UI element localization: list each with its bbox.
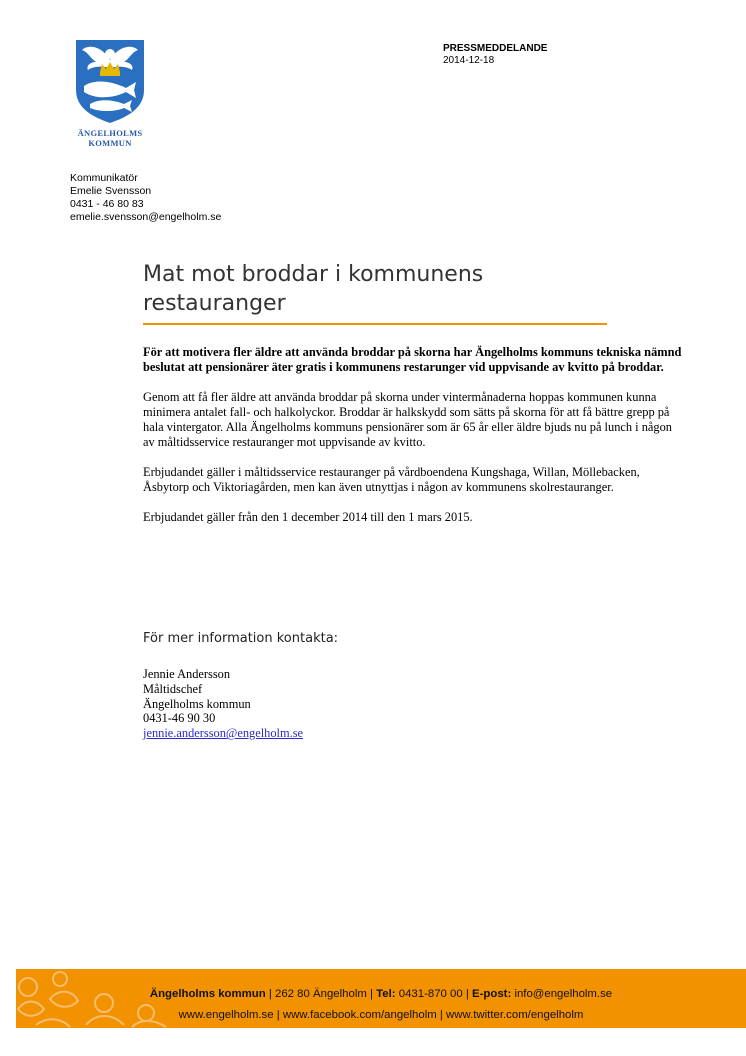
footer-bar	[16, 969, 746, 1028]
municipality-logo	[70, 38, 150, 148]
footer-line-1	[16, 988, 746, 1000]
footer-separator: |	[268, 988, 272, 1000]
contact-phone: 0431-46 90 30	[143, 711, 216, 726]
contact-email-link[interactable]: jennie.andersson@engelholm.se	[143, 726, 304, 741]
footer-separator: |	[370, 988, 373, 1000]
logo-line-2: KOMMUN	[88, 138, 132, 148]
footer-separator: |	[276, 1009, 280, 1021]
footer-tel-label: Tel:	[376, 988, 396, 1000]
footer-email[interactable]: info@engelholm.se	[514, 988, 613, 1000]
title-divider	[143, 323, 607, 325]
footer-separator: |	[465, 988, 469, 1000]
body-paragraph: Erbjudandet gäller från den 1 december 2014 till den 1 mars 2015.	[143, 510, 473, 524]
sender-contact	[70, 172, 221, 224]
footer-line-2	[16, 1009, 746, 1021]
footer-org: Ängelholms kommun	[149, 988, 266, 1000]
logo-line-1: ÄNGELHOLMS	[77, 128, 143, 138]
footer-facebook[interactable]: www.facebook.com/angelholm	[282, 1009, 437, 1021]
footer-twitter[interactable]: www.twitter.com/engelholm	[446, 1009, 584, 1021]
sender-role: Kommunikatör	[70, 172, 138, 184]
footer-separator: |	[439, 1009, 443, 1021]
footer-tel: 0431-870 00	[398, 988, 463, 1000]
sender-phone: 0431 - 46 80 83	[70, 198, 144, 210]
footer-web[interactable]: www.engelholm.se	[178, 1009, 274, 1021]
coat-of-arms-icon	[74, 38, 146, 124]
article-title	[143, 260, 603, 318]
footer-address: 262 80 Ängelholm	[275, 988, 367, 1000]
sender-name: Emelie Svensson	[70, 185, 152, 197]
lead-paragraph: För att motivera fler äldre att använda broddar på skorna har Ängelholms kommuns tekniska nämnd beslutat att pensionärer äter gratis i kommunens restarunger vid uppvisande av kvitto på broddar.	[143, 345, 682, 374]
title-line-1: Mat mot broddar i kommunens	[143, 262, 484, 287]
press-label: PRESSMEDDELANDE	[443, 43, 548, 54]
press-date: 2014-12-18	[443, 55, 495, 66]
sender-email: emelie.svensson@engelholm.se	[70, 211, 222, 223]
contact-name: Jennie Andersson	[143, 667, 231, 681]
body-paragraph: Erbjudandet gäller i måltidsservice restauranger på vårdboendena Kungshaga, Willan, Möllebacken, Åsbytorp och Viktoriagården, men kan även utnyttjas i någon av kommunens skolrestauranger.	[143, 465, 640, 494]
footer-email-label: E-post:	[472, 988, 512, 1000]
contact-title: Måltidschef	[143, 681, 203, 696]
body-paragraph: Genom att få fler äldre att använda broddar på skorna under vintermånaderna hoppas kommunen kunna minimera antalet fall- och halkolyckor. Broddar är halkskydd som sätts på skorna för att få bättre grepp på hala vintergator. Alla Ängelholms kommuns pensionärer som är 65 år eller äldre bjuds nu på lunch i någon av måltidsservice restauranger mot uppvisande av kvitto.	[143, 390, 673, 449]
contact-org: Ängelholms kommun	[143, 696, 251, 711]
article-body	[143, 345, 683, 540]
info-contact	[143, 667, 303, 741]
more-info-heading: För mer information kontakta:	[143, 631, 339, 646]
press-header	[443, 43, 547, 67]
title-line-2: restauranger	[143, 291, 286, 316]
